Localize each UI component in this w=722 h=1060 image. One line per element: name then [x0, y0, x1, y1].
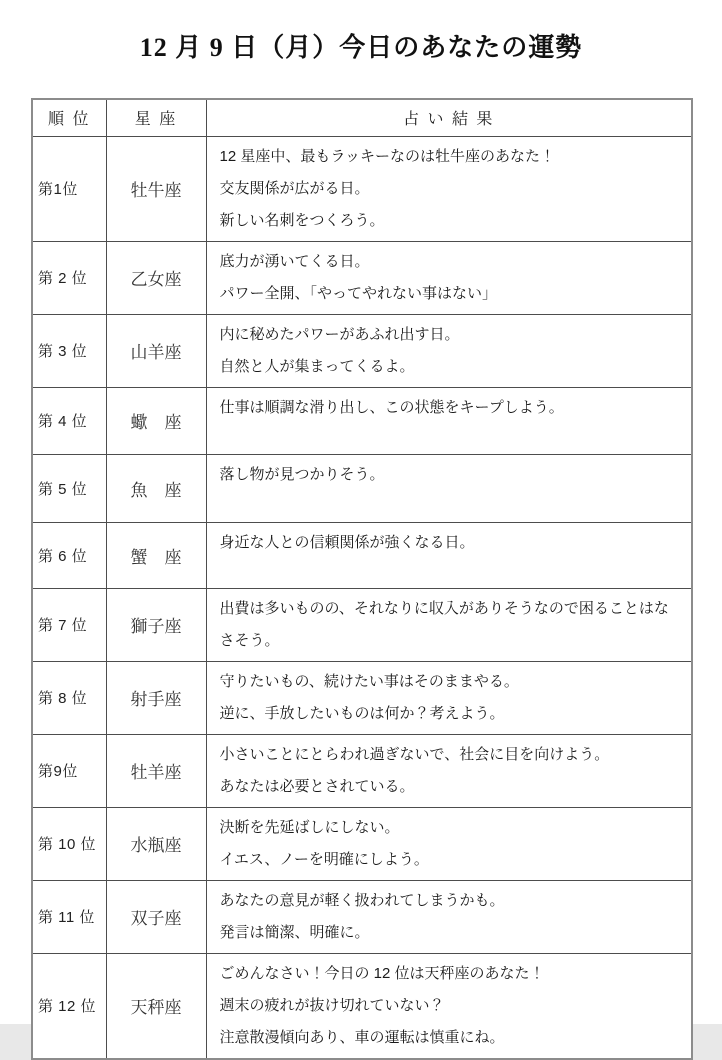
result-cell	[206, 454, 692, 522]
table-row-rank10	[32, 807, 692, 880]
table-row-rank9	[32, 734, 692, 807]
header-result: 占 い 結 果	[206, 99, 692, 136]
rank-cell: 第 6 位	[32, 522, 106, 588]
rank-cell: 第 4 位	[32, 387, 106, 454]
sign-cell: 水瓶座	[106, 807, 206, 880]
result-line: 発言は簡潔、明確に。	[219, 923, 370, 941]
result-line: あなたは必要とされている。	[219, 777, 415, 795]
table-row-rank7	[32, 588, 692, 661]
result-cell	[206, 241, 692, 314]
result-line: 身近な人との信頼関係が強くなる日。	[219, 533, 475, 551]
result-line: 交友関係が広がる日。	[219, 179, 370, 197]
header-sign: 星 座	[106, 99, 206, 136]
rank-cell: 第 3 位	[32, 314, 106, 387]
table-row-rank2	[32, 241, 692, 314]
result-line: 逆に、手放したいものは何か？考えよう。	[219, 704, 505, 722]
result-cell	[206, 807, 692, 880]
result-line: 守りたいもの、続けたい事はそのままやる。	[219, 672, 519, 690]
header-row	[32, 99, 692, 136]
result-line: 仕事は順調な滑り出し、この状態をキープしよう。	[219, 398, 564, 416]
result-cell	[206, 880, 692, 953]
sign-cell: 獅子座	[106, 588, 206, 661]
result-line: イエス、ノーを明確にしよう。	[219, 850, 429, 868]
result-line: 自然と人が集まってくるよ。	[219, 357, 415, 375]
sign-cell: 牡羊座	[106, 734, 206, 807]
result-line: あなたの意見が軽く扱われてしまうかも。	[219, 891, 505, 909]
sign-cell: 牡牛座	[106, 136, 206, 241]
result-cell	[206, 136, 692, 241]
result-line: 落し物が見つかりそう。	[219, 465, 385, 483]
result-line: 週末の疲れが抜け切れていない？	[219, 996, 445, 1014]
page-title: 12 月 9 日（月）今日のあなたの運勢	[139, 33, 583, 62]
sign-cell: 蟹 座	[106, 522, 206, 588]
table-row-rank6	[32, 522, 692, 588]
fortune-table	[31, 98, 693, 1060]
table-row-rank11	[32, 880, 692, 953]
sign-cell: 蠍 座	[106, 387, 206, 454]
result-line: 小さいことにとらわれ過ぎないで、社会に目を向けよう。	[219, 745, 610, 763]
rank-cell: 第1位	[32, 136, 106, 241]
rank-cell: 第 8 位	[32, 661, 106, 734]
result-line: 底力が湧いてくる日。	[219, 252, 370, 270]
table-row-rank5	[32, 454, 692, 522]
result-line: 決断を先延ばしにしない。	[219, 818, 400, 836]
table-row-rank12	[32, 953, 692, 1059]
sign-cell: 山羊座	[106, 314, 206, 387]
result-line: 出費は多いものの、それなりに収入がありそうなので困ることはなさそう。	[219, 599, 669, 649]
result-line: ごめんなさい！今日の 12 位は天秤座のあなた！	[219, 964, 545, 982]
rank-cell: 第 2 位	[32, 241, 106, 314]
result-cell	[206, 661, 692, 734]
result-cell	[206, 387, 692, 454]
table-row-rank8	[32, 661, 692, 734]
sign-cell: 乙女座	[106, 241, 206, 314]
sign-cell: 双子座	[106, 880, 206, 953]
rank-cell: 第9位	[32, 734, 106, 807]
result-cell	[206, 314, 692, 387]
rank-cell: 第 5 位	[32, 454, 106, 522]
result-line: パワー全開、「やってやれない事はない」	[219, 284, 498, 302]
sign-cell: 射手座	[106, 661, 206, 734]
table-row-rank1	[32, 136, 692, 241]
rank-cell: 第 12 位	[32, 953, 106, 1059]
result-cell	[206, 588, 692, 661]
sign-cell: 魚 座	[106, 454, 206, 522]
table-row-rank4	[32, 387, 692, 454]
result-line: 内に秘めたパワーがあふれ出す日。	[219, 325, 460, 343]
result-line: 注意散漫傾向あり、車の運転は慎重にね。	[219, 1028, 505, 1046]
rank-cell: 第 7 位	[32, 588, 106, 661]
result-cell	[206, 953, 692, 1059]
table-row-rank3	[32, 314, 692, 387]
result-line: 新しい名刺をつくろう。	[219, 211, 385, 229]
rank-cell: 第 10 位	[32, 807, 106, 880]
rank-cell: 第 11 位	[32, 880, 106, 953]
sign-cell: 天秤座	[106, 953, 206, 1059]
result-cell	[206, 522, 692, 588]
header-rank: 順 位	[32, 99, 106, 136]
result-cell	[206, 734, 692, 807]
result-line: 12 星座中、最もラッキーなのは牡牛座のあなた！	[219, 147, 556, 165]
